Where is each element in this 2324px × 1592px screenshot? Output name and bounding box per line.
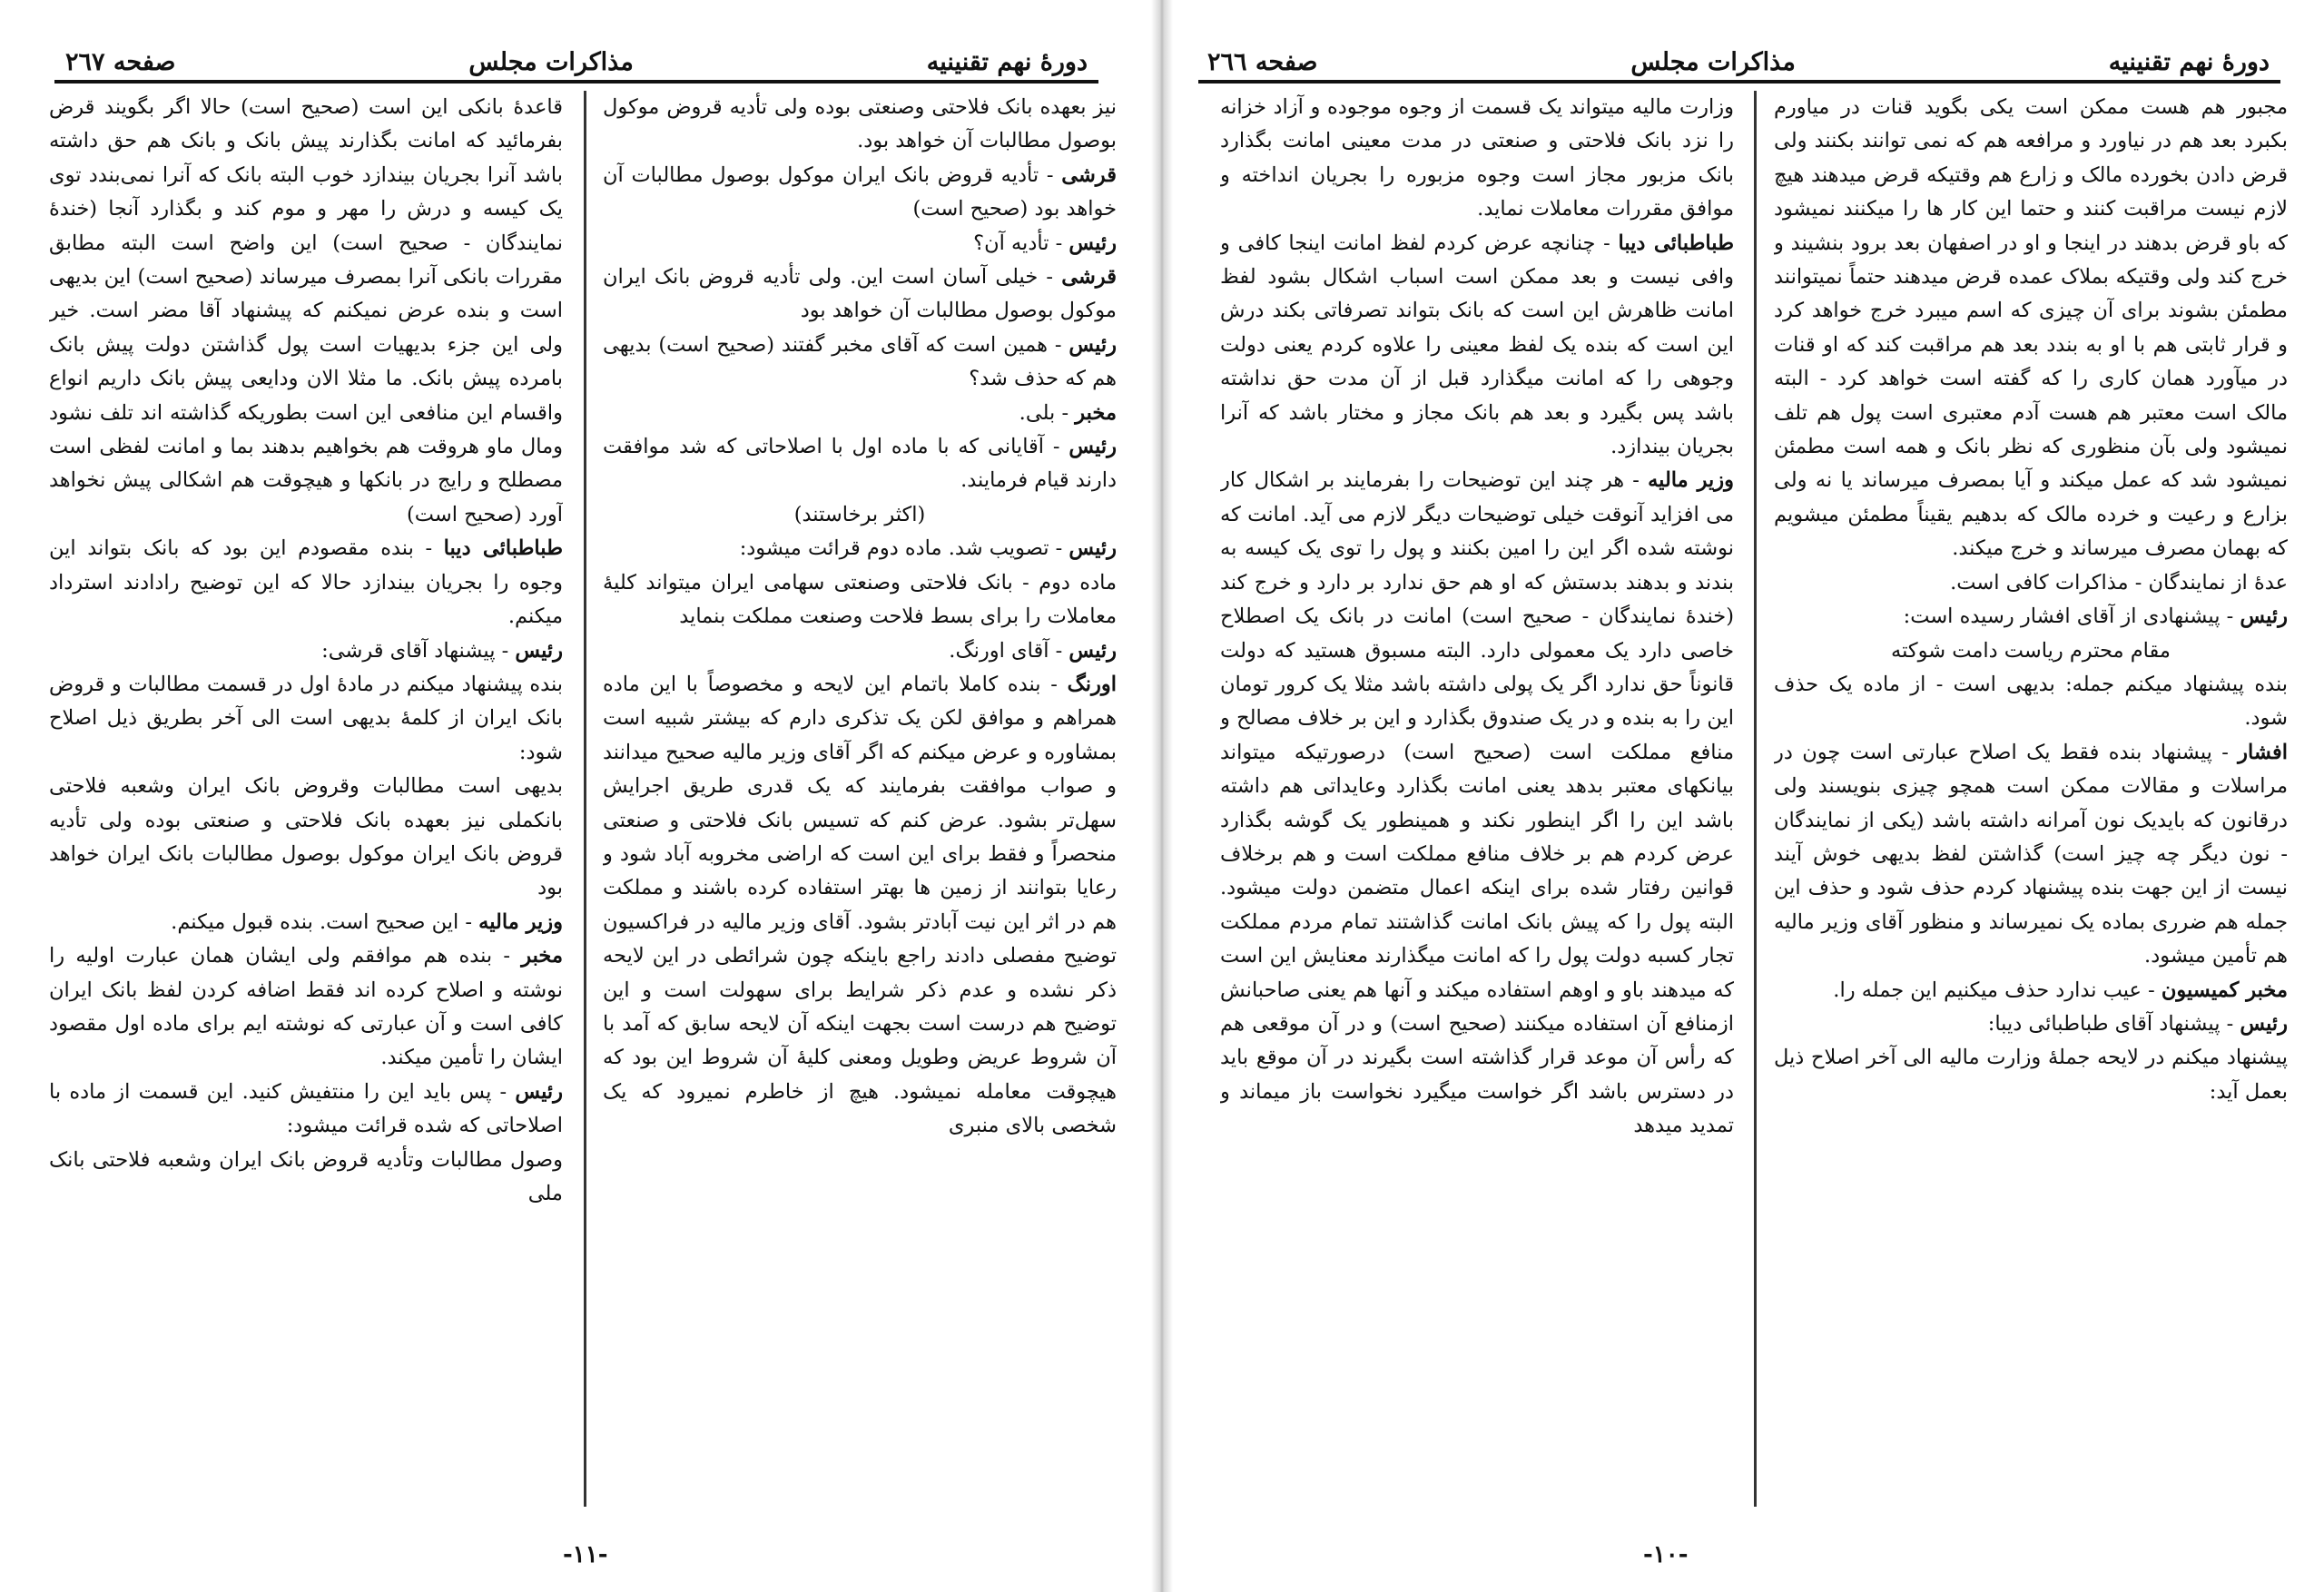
paragraph bbox=[49, 1076, 563, 1144]
paragraph bbox=[603, 430, 1117, 498]
speaker-name: رئیس bbox=[1068, 638, 1117, 663]
paragraph bbox=[1220, 227, 1734, 465]
paragraph-text: قاعدهٔ بانکی این است (صحیح است) حالا اگر بگویند قرض بفرمائید که امانت بگذارند پیش بانک و بانک هم حق داشته باشد آنرا بجریان بیندازد خوب البته بانک که آنرا نمی‌بندد توی یک کیسه و درش را مهر و موم کند و بگذارد آنجا (خندهٔ نمایندگان - صحیح است) این واضح است البته مطابق مقررات بانکی آنرا بمصرف میرساند (صحیح است) این بدیهی است و بنده عرض نمیکنم که پیشنهاد آقا مضر است. خیر ولی این جزء بدیهیات است پول گذاشتن دولت پیش بانک بامرده پیش بانک. ما مثلا الان ودایعی پیش بانک داریم انواع واقسام این منافعی این است بطوریکه گذاشته اند تلف نشود ومال ماو هروقت هم بخواهیم بدهند بما و امانت لفظی است مصطلح و رایج در بانکها و هیچوقت هم اشکالی پیش نخواهد آورد (صحیح است) bbox=[49, 95, 563, 526]
paragraph-text: پیشنهاد آقای طباطبائی دیبا: bbox=[1987, 1011, 2221, 1036]
paragraph-text: پس باید این را منتفیش کنید. این قسمت از ماده با اصلاحاتی که شده قرائت میشود: bbox=[49, 1079, 563, 1138]
left-header-title: مذاکرات مجلس bbox=[468, 48, 634, 76]
right-header-page-number: صفحه ٢٦٦ bbox=[1207, 48, 1318, 76]
paragraph-text: وزارت مالیه میتواند یک قسمت از وجوه موجوده و آزاد خزانه را نزد بانک فلاحتی و صنعتی در مدت معینی امانت بگذارد بانک مزبور مجاز است وجوه مزبوره را بجریان انداخته و موافق مقررات معاملات نماید. bbox=[1220, 95, 1734, 221]
speaker-name: مخبر bbox=[1075, 400, 1117, 425]
paragraph bbox=[49, 668, 563, 770]
speaker-dash: - bbox=[1039, 162, 1062, 187]
speaker-name: طباطبائی دیبا bbox=[443, 536, 563, 561]
speaker-dash: - bbox=[1055, 400, 1076, 425]
speaker-name: رئیس bbox=[2240, 604, 2288, 629]
speaker-dash: - bbox=[1595, 231, 1619, 255]
right-page bbox=[1171, 0, 2324, 1592]
speaker-dash: - bbox=[1047, 332, 1069, 357]
paragraph bbox=[603, 227, 1117, 260]
paragraph bbox=[1774, 600, 2288, 634]
paragraph-text: بنده هم موافقم ولی ایشان همان عبارت اولیه را نوشته و اصلاح کرده اند فقط اضافه کردن لفظ بانک ایران کافی است و آن عبارتی که نوشته ایم برای ماده اول مقصود ایشان را تأمین میکند. bbox=[49, 944, 563, 1070]
paragraph-text: ماده دوم - بانک فلاحتی وصنعتی سهامی ایران میتواند کلیهٔ معاملات را برای بسط فلاحت وصنعت مملکت بنماید bbox=[603, 570, 1117, 629]
paragraph bbox=[49, 1144, 563, 1212]
paragraph bbox=[1774, 974, 2288, 1007]
speaker-name: رئیس bbox=[515, 638, 563, 663]
speaker-name: رئیس bbox=[515, 1079, 563, 1104]
paragraph bbox=[1774, 634, 2288, 668]
paragraph-text: پیشنهاد بنده فقط یک اصلاح عبارتی است چون در مراسلات و مقالات ممکن است همچو چیزی بنویسند ولی درقانون که بایدیک نون آمرانه داشته باشد (یکی از نمایندگان - نون دیگر چه چیز است) گذاشتن لفظ بدیهی خوش آیند نیست از این جهت بنده پیشنهاد کردم حذف شود و حذف این جمله هم ضرری بماده یک نمیرساند و منظور آقای وزیر مالیه هم تأمین میشود. bbox=[1774, 740, 2288, 968]
speaker-dash: - bbox=[1044, 435, 1069, 459]
speaker-dash: - bbox=[413, 536, 444, 561]
right-header-series: دورهٔ نهم تقنینیه bbox=[2108, 48, 2270, 76]
speaker-name: قرشی bbox=[1061, 162, 1117, 187]
paragraph bbox=[49, 770, 563, 906]
speaker-dash: - bbox=[2211, 740, 2239, 764]
paragraph bbox=[1220, 91, 1734, 227]
left-header-series: دورهٔ نهم تقنینیه bbox=[926, 48, 1088, 76]
paragraph bbox=[1774, 668, 2288, 736]
left-page-column-2 bbox=[49, 91, 563, 1507]
speaker-name: مخبر کمیسیون bbox=[2161, 978, 2288, 1002]
paragraph-text: وصول مطالبات وتأدیه قروض بانک ایران وشعبه فلاحتی بانک ملی bbox=[49, 1147, 563, 1205]
speaker-name: اورنگ bbox=[1067, 672, 1117, 696]
paragraph-text: بنده پیشنهاد میکنم در مادهٔ اول در قسمت مطالبات و قروض بانک ایران از کلمهٔ بدیهی است الی آخر بطریق ذیل اصلاح شود: bbox=[49, 672, 563, 764]
right-page-column-2 bbox=[1220, 91, 1734, 1507]
speaker-name: افشار bbox=[2238, 740, 2288, 764]
right-page-header bbox=[1207, 34, 2270, 76]
paragraph bbox=[1774, 566, 2288, 600]
paragraph-text: این صحیح است. بنده قبول میکنم. bbox=[171, 909, 459, 934]
left-page-footer: -١١- bbox=[563, 1541, 608, 1568]
paragraph bbox=[1774, 91, 2288, 566]
speaker-name: طباطبائی دیبا bbox=[1618, 231, 1734, 255]
paragraph bbox=[1774, 736, 2288, 974]
paragraph bbox=[49, 91, 563, 532]
paragraph bbox=[603, 397, 1117, 430]
speaker-name: قرشی bbox=[1061, 265, 1117, 290]
book-gutter bbox=[1151, 0, 1173, 1592]
paragraph-text: آقایانی که با ماده اول با اصلاحاتی که شد موافقت دارند قیام فرمایند. bbox=[603, 435, 1117, 493]
speaker-dash: - bbox=[1049, 638, 1069, 663]
paragraph-text: بدیهی است مطالبات وقروض بانک ایران وشعبه فلاحتی بانکملی نیز بعهده بانک فلاحتی و صنعتی بوده ولی تأدیه قروض بانک ایران موکول بوصول مطالبات بانک ایران خواهد بود bbox=[49, 774, 563, 900]
right-page-footer: -١٠- bbox=[1643, 1541, 1689, 1568]
speaker-dash: - bbox=[458, 909, 479, 934]
left-header-rule bbox=[54, 80, 1098, 84]
paragraph bbox=[603, 159, 1117, 227]
paragraph-text: عدهٔ از نمایندگان - مذاکرات کافی است. bbox=[1950, 570, 2288, 595]
right-header-rule bbox=[1198, 80, 2280, 84]
paragraph bbox=[49, 532, 563, 634]
paragraph-text: هر چند این توضیحات را بفرمایند بر اشکال کار می افزاید آنوقت خیلی توضیحات دیگر لازم می آید. امانت که نوشته شده اگر این را امین بکنند و پول را توی یک کیسه به بندند و بدهند بدستش که او هم حق ندارد بر دارد و خرج کند (خندهٔ نمایندگان - صحیح است) امانت در بانک یک اصطلاح خاصی دارد یک معمولی دارد. البته مسبوق هستید که دولت قانوناً حق ندارد اگر یک پولی داشته باشد مثلا یک کرور تومان این را به بنده و در یک صندوق بگذارد و این بر خلاف مصالح و منافع مملکت است (صحیح است) درصورتیکه میتواند بیانکهای معتبر بدهد یعنی امانت بگذارد وعایداتی هم داشته باشد این را اگر اینطور نکند و همینطور یک گوشه بگذارد عرض کردم هم بر خلاف منافع مملکت است و هم برخلاف قوانین رفتار شده برای اینکه اعمال متضمن دولت میشود. البته پول را که پیش بانک امانت گذاشتند تمام مردم مملکت تجار کسبه دولت پول را که امانت میگذارند معنایش این است که میدهند باو و اوهم استفاده میکند و آنها هم یعنی صاحبانش ازمنافع آن استفاده میکنند (صحیح است) و در آن موقعی هم که رأس آن موعد قرار گذاشته است بگیرند در آن موقع باید در دسترس باشد اگر خواست میگیرد نخواست باز میماند و تمدید میدهد bbox=[1220, 468, 1734, 1138]
paragraph-text: (اکثر برخاستند) bbox=[793, 502, 926, 526]
paragraph-text: پیشنهاد میکنم در لایحه جملهٔ وزارت مالیه الی آخر اصلاح ذیل بعمل آید: bbox=[1774, 1046, 2288, 1104]
paragraph-text: همین است که آقای مخبر گفتند (صحیح است) بدیهی هم که حذف شد؟ bbox=[603, 332, 1117, 391]
paragraph-text: عیب ندارد حذف میکنیم این جمله را. bbox=[1833, 978, 2142, 1002]
paragraph bbox=[603, 91, 1117, 159]
right-header-title: مذاکرات مجلس bbox=[1630, 48, 1796, 76]
paragraph bbox=[603, 498, 1117, 532]
right-column-divider bbox=[1754, 91, 1757, 1507]
paragraph bbox=[603, 260, 1117, 329]
paragraph-text: پیشنهاد آقای قرشی: bbox=[321, 638, 496, 663]
speaker-dash: - bbox=[491, 1079, 516, 1104]
speaker-name: رئیس bbox=[1068, 332, 1117, 357]
speaker-name: وزیر مالیه bbox=[478, 909, 563, 934]
speaker-dash: - bbox=[492, 944, 522, 968]
paragraph-text: خیلی آسان است این. ولی تأدیه قروض بانک ایران موکول بوصول مطالبات آن خواهد بود bbox=[603, 265, 1117, 323]
speaker-name: مخبر bbox=[521, 944, 563, 968]
paragraph bbox=[603, 329, 1117, 397]
left-page bbox=[0, 0, 1153, 1592]
speaker-dash: - bbox=[1038, 265, 1062, 290]
paragraph bbox=[49, 634, 563, 668]
paragraph bbox=[1220, 464, 1734, 1143]
speaker-dash: - bbox=[2141, 978, 2162, 1002]
paragraph-text: بنده پیشنهاد میکنم جمله: بدیهی است - از ماده یک حذف شود. bbox=[1774, 672, 2288, 731]
paragraph bbox=[49, 906, 563, 939]
speaker-dash: - bbox=[1049, 231, 1069, 255]
speaker-dash: - bbox=[2220, 604, 2240, 629]
paragraph-text: بنده کاملا باتمام این لایحه و مخصوصاً با این ماده همراهم و موافق لکن یک تذکری دارم که بیشتر شبیه است بمشاوره و عرض میکنم که اگر آقای وزیر مالیه صحیح میدانند و صواب موافقت بفرمایند که یک قدری طریق اجرایش سهل‌تر بشود. عرض کنم که تسیس بانک فلاحتی و صنعتی منحصراً و فقط برای این است که اراضی مخروبه آباد شود و رعایا بتوانند از زمین ها بهتر استفاده کرده باشند و مملکت هم در اثر این نیت آبادتر بشود. آقای وزیر مالیه در فراکسیون توضیح مفصلی دادند راجع باینکه چون شرائطی در این لایحه ذکر نشده و عدم ذکر شرایط برای سهولت است و این توضیح هم درست است بجهت اینکه آن لایحه سابق که آمد با آن شروط عریض وطویل ومعنی کلیهٔ آن شروط این بود که هیچوقت معامله نمیشود. هیچ از خاطرم نمیرود که یک شخصی بالای منبری bbox=[603, 672, 1117, 1138]
speaker-name: رئیس bbox=[1068, 231, 1117, 255]
left-column-divider bbox=[584, 91, 586, 1507]
paragraph-text: آقای اورنگ. bbox=[949, 638, 1049, 663]
paragraph bbox=[1774, 1041, 2288, 1109]
speaker-name: رئیس bbox=[1068, 536, 1117, 561]
paragraph-text: مجبور هم هست ممکن است یکی بگوید قنات در میاورم بکبرد بعد هم در نیاورد و مرافعه هم که نمی توانند بکنند ولی قرض دادن بخورده مالک و زارع هم وقتیکه قرض میدهند هیچ لازم نیست مراقبت کنند و حتما این کار ها را میکنند نمیشود که باو قرض بدهند در اینجا و او در اصفهان بعد برود بنشیند و خرج کند ولی وقتیکه بملاک عمده قرض میدهند حتماً نمیتوانند مطمئن بشوند برای آن چیزی که اسم میبرد خرج خواهد کرد و قرار ثابتی هم با او به بندد بعد هم مراقبت کند که او قنات در میآورد همان کاری را که گفته است خواهد کرد - البته مالک است معتبر هم هست آدم معتبری است پول هم تلف نمیشود ولی بآن منظوری که نظر بانک و همه است مطمئن نمیشود شد که عمل میکند و آیا بمصرف میرساند یا نه ولی بزارع و رعیت و خرده مالک که بدهیم یقیناً مطمئن میشویم که بهمان مصرف میرساند و خرج میکند. bbox=[1774, 95, 2288, 561]
paragraph-text: چنانچه عرض کردم لفظ امانت اینجا کافی و وافی نیست و بعد ممکن است اسباب اشکال بشود لفظ امانت ظاهرش این است که بانک بتواند تصرفاتی بکند درش این است که بنده یک لفظ معینی را علاوه کردم یعنی دولت وجوهی را که امانت میگذارد قبل از آن مدت حق نداشته باشد پس بگیرد و بعد هم بانک مجاز و مختار باشد که آنرا بجریان بیندازد. bbox=[1220, 231, 1734, 459]
left-header-page-number: صفحه ٢٦٧ bbox=[65, 48, 176, 76]
paragraph bbox=[49, 939, 563, 1076]
paragraph-text: تأدیه آن؟ bbox=[973, 231, 1049, 255]
paragraph bbox=[603, 634, 1117, 668]
left-page-column-1 bbox=[603, 91, 1117, 1507]
paragraph-text: نیز بعهده بانک فلاحتی وصنعتی بوده ولی تأدیه قروض موکول بوصول مطالبات آن خواهد بود. bbox=[603, 95, 1117, 153]
paragraph bbox=[1774, 1007, 2288, 1041]
speaker-name: وزیر مالیه bbox=[1648, 468, 1734, 493]
left-page-header bbox=[65, 34, 1088, 76]
speaker-dash: - bbox=[1624, 468, 1649, 493]
paragraph bbox=[603, 668, 1117, 1144]
paragraph-text: مقام محترم ریاست دامت شوکته bbox=[1891, 638, 2171, 663]
paragraph-text: تأدیه قروض بانک ایران موکول بوصول مطالبات آن خواهد بود (صحیح است) bbox=[603, 162, 1117, 221]
paragraph bbox=[603, 532, 1117, 565]
right-page-column-1 bbox=[1774, 91, 2288, 1507]
speaker-dash: - bbox=[495, 638, 516, 663]
speaker-dash: - bbox=[1049, 536, 1069, 561]
speaker-dash: - bbox=[2220, 1011, 2240, 1036]
paragraph-text: بلی. bbox=[1019, 400, 1056, 425]
speaker-name: رئیس bbox=[2240, 1011, 2288, 1036]
speaker-name: رئیس bbox=[1068, 435, 1117, 459]
paragraph-text: پیشنهادی از آقای افشار رسیده است: bbox=[1903, 604, 2221, 629]
speaker-dash: - bbox=[1040, 672, 1068, 696]
paragraph-text: تصویب شد. ماده دوم قرائت میشود: bbox=[739, 536, 1049, 561]
paragraph-text: بنده مقصودم این بود که بانک بتواند این وجوه را بجریان بیندازد حالا که این توضیح رادادند استرداد میکنم. bbox=[49, 536, 563, 629]
paragraph bbox=[603, 566, 1117, 634]
